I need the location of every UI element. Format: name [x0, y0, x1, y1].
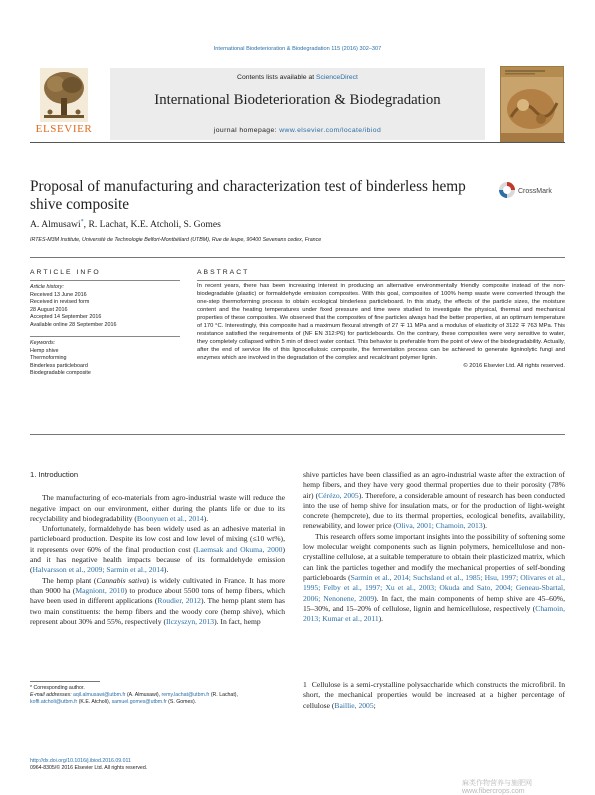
title-divider	[30, 257, 565, 258]
citation-link[interactable]: Oliva, 2001; Chamoin, 2013	[395, 521, 483, 531]
keyword: Biodegradable composite	[30, 370, 91, 377]
citation-link[interactable]: Roudier, 2012	[157, 596, 201, 606]
doi-link[interactable]: http://dx.doi.org/10.1016/j.ibiod.2016.09.011	[30, 758, 131, 764]
email-link[interactable]: aqil.almusawi@utbm.fr	[72, 692, 126, 699]
elsevier-logo	[30, 68, 98, 138]
crossmark-label: CrossMark	[518, 188, 552, 195]
corresponding-note: * Corresponding author.	[30, 685, 85, 691]
citation-link[interactable]: Chamoin, 2013; Kumar et al., 2011	[303, 603, 565, 624]
citation-link[interactable]: Magniont, 2010	[75, 585, 125, 595]
abstract-text: In recent years, there has been increasing interest in producing an alternative environmentally friendly composite instead of the non-biodegradable (plastic) or formaldehyde emission composites. With this goal, composites of 100% hemp waste were converted through the one-step thermoforming process to obtain ecological binderless particleboard. In this study, the effects of the particle sizes, the moisture content and the heating temperatures under fixed pressure and time were studied to investigate the physical, thermal and mechanical properties of these composites. We observed that the composites of fine particles always had the better properties, at an optimum temperature of 170 °C. Interestingly, this composite had a maximum flexural strength of 27 ∓ 11 MPa and a modulus of elasticity of 3122 ∓ 763 MPa. This resistance satisfied the requirements of (NF EN 312:P6) for particleboards. On the contrary, these composites were very sensitive to water, they completely collapsed within 5 min of direct water contact. This behavior is preferable from the point of view of the biodegradability. Actually, after the end of service life of this lignocellulosic composite, the fermentation process can be achieved to generate ligninolytic fungi and enzymes which are involved in the degradation of the complex and recalcitrant polymer lignin.	[197, 283, 565, 362]
citation-link[interactable]: Ilczyszyn, 2013	[166, 616, 215, 626]
footnote-1: 1 Cellulose is a semi-crystalline polysaccharide which constructs the microfibril. In short, the mechanical properties would be increased at a higher percentage of cellulose (Baillie, 2005;	[303, 680, 565, 710]
citation-link[interactable]: Baillie, 2005	[334, 700, 374, 710]
contents-prefix: Contents lists available at	[237, 74, 317, 81]
journal-homepage	[110, 127, 485, 134]
author-rest: , R. Lachat, K.E. Atcholi, S. Gomes	[83, 219, 221, 231]
email-addresses: E-mail addresses: aqil.almusawi@utbm.fr (A. Almusawi), remy.lachat@utbm.fr (R. Lachat), koffi.atcholi@utbm.fr (K.E. Atcholi), samuel.gomes@utbm.fr (S. Gomes).	[30, 692, 238, 706]
doi-block	[30, 758, 147, 772]
author-footnotes	[30, 685, 285, 706]
email-link[interactable]: remy.lachat@utbm.fr	[161, 692, 210, 699]
corresponding-mark[interactable]: *	[80, 219, 84, 225]
footnote-number: 1	[303, 680, 307, 689]
paper-title: Proposal of manufacturing and characterization test of binderless hemp shive composite	[30, 178, 466, 213]
intro-paragraph-2: Unfortunately, formaldehyde has been widely used as an adhesive material in particleboard production. Despite its low cost and low level of mixing (≤10 wt%), it represents over 60% of the final production cost (Laemsak and Okuma, 2000) and it has negative health impacts because of its formaldehyde emission (Halvarsson et al., 2009; Sarmin et al., 2014).	[30, 524, 285, 575]
site-watermark: 麻类作物营养与施肥网 www.fibercrops.com	[462, 780, 532, 795]
email-link[interactable]: koffi.atcholi@utbm.fr	[30, 699, 78, 706]
keywords-label: Keywords:	[30, 340, 56, 346]
author-first[interactable]: A. Almusawi	[30, 219, 81, 231]
citation-link[interactable]: Cérézo, 2005	[318, 490, 359, 500]
elsevier-tree-icon	[40, 68, 88, 122]
history-line: 28 August 2016	[30, 306, 68, 313]
keywords	[30, 340, 180, 378]
crossmark-badge[interactable]	[497, 180, 567, 200]
keyword: Thermoforming	[30, 355, 67, 362]
keyword: Binderless particleboard	[30, 362, 88, 369]
article-info-heading: ARTICLE INFO	[30, 269, 101, 276]
intro-paragraph-5: This research offers some important insights into the possibility of softening some low molecular weight components such as lignin polymers, hemicellulose and non-crystalline cellulose, at a suitable temperature to obtain their plasticized matrix, which can link the particles together and modify the mechanical properties of self-bonding particleboards (Sarmin et al., 2014; Suchsland et al., 1985; Hsu, 1997; Olivares et al., 1995; Felby et al., 1997; Xu et al., 2003; Okuda and Sato, 2004; Geneau-Sbartaï, 2006; Nenonene, 2009). In fact, the main components of hemp shive are 45–60%, 15–30%, and 15–20% of cellulose, lignin and hemicellulose, respectively (Chamoin, 2013; Kumar et al., 2011).	[303, 531, 565, 624]
journal-title: International Biodeterioration & Biodegradation	[154, 92, 441, 108]
keywords-rule	[30, 336, 180, 337]
intro-paragraph-4: shive particles have been classified as an agro-industrial waste after the extraction of hemp fibers, and they have very good thermal properties due to their porosity (78% air) (Cérézo, 2005). Therefore, a considerable amount of research has been conducted into the use of hemp shive for insulation mats, or for the production of light-weight concrete (hempcrete), due to its thermal properties, ecological benefits, availability, renewability, and lower price (Oliva, 2001; Chamoin, 2013).	[303, 470, 565, 531]
history-line: Received 13 June 2016	[30, 291, 87, 298]
intro-paragraph-1: The manufacturing of eco-materials from agro-industrial waste will reduce the negative impact on our environment, either during the plants life or due to its recyclability and biodegradability (Boonyuen et al., 2014).	[30, 493, 285, 523]
homepage-link[interactable]: www.elsevier.com/locate/ibiod	[279, 127, 382, 134]
elsevier-wordmark: ELSEVIER	[35, 123, 93, 135]
contents-line	[110, 74, 485, 81]
abstract-divider	[30, 434, 565, 435]
author-list	[30, 219, 221, 230]
section-heading: 1. Introduction	[30, 470, 79, 479]
history-line: Received in revised form	[30, 299, 90, 306]
affiliation: IRTES-M3M Institute, Université de Technologie Belfort-Montbéliard (UTBM), Rue de leupe, 90400 Sevenans cedex, France	[30, 237, 322, 243]
abstract-rule	[197, 280, 565, 281]
citation-link[interactable]: Sarmin et al., 2014; Suchsland et al., 1985; Hsu, 1997; Olivares et al., 1995; Felby et al., 1997; Xu et al., 2003; Okuda and Sato, 2004; Geneau-Sbartaï, 2006; Nenonene, 2009	[303, 572, 565, 603]
footnote-rule	[30, 681, 100, 682]
right-column	[303, 470, 565, 624]
email-link[interactable]: samuel.gomes@utbm.fr	[111, 699, 167, 706]
left-column	[30, 470, 285, 627]
article-info-rule	[30, 280, 180, 281]
crossmark-icon	[497, 180, 567, 200]
history-label: Article history:	[30, 284, 64, 290]
cover-image	[501, 67, 563, 141]
journal-citation[interactable]: International Biodeterioration & Biodegradation 115 (2016) 302–307	[213, 46, 382, 52]
intro-paragraph-3: The hemp plant (Cannabis sativa) is widely cultivated in France. It has more than 9000 ha (Magniont, 2010) to produce about 5500 tons of hemp fibers, which have been used in different applications (Roudier, 2012). The hemp plant stem has two main constituents: the hemp fibers and the woody core (hemp shive), which represent about 30% and 55%, respectively (Ilczyszyn, 2013). In fact, hemp	[30, 575, 286, 626]
keyword: Hemp shive	[30, 347, 59, 354]
citation-link[interactable]: Laemsak and Okuma, 2000	[195, 544, 283, 554]
abstract-copyright: © 2016 Elsevier Ltd. All rights reserved.	[463, 363, 565, 370]
homepage-prefix: journal homepage:	[213, 127, 280, 134]
citation-link[interactable]: Boonyuen et al., 2014	[136, 513, 204, 523]
journal-cover-thumbnail[interactable]	[500, 66, 564, 142]
issn-line: 0964-8305/© 2016 Elsevier Ltd. All rights reserved.	[30, 765, 148, 771]
history-line: Accepted 14 September 2016	[30, 314, 102, 321]
history-line: Available online 28 September 2016	[30, 321, 117, 328]
abstract-body	[197, 282, 565, 371]
sciencedirect-link[interactable]: ScienceDirect	[316, 74, 358, 81]
citation-link[interactable]: Halvarsson et al., 2009; Sarmin et al., 2014	[32, 565, 164, 575]
article-history	[30, 284, 180, 330]
abstract-heading: ABSTRACT	[197, 269, 250, 276]
